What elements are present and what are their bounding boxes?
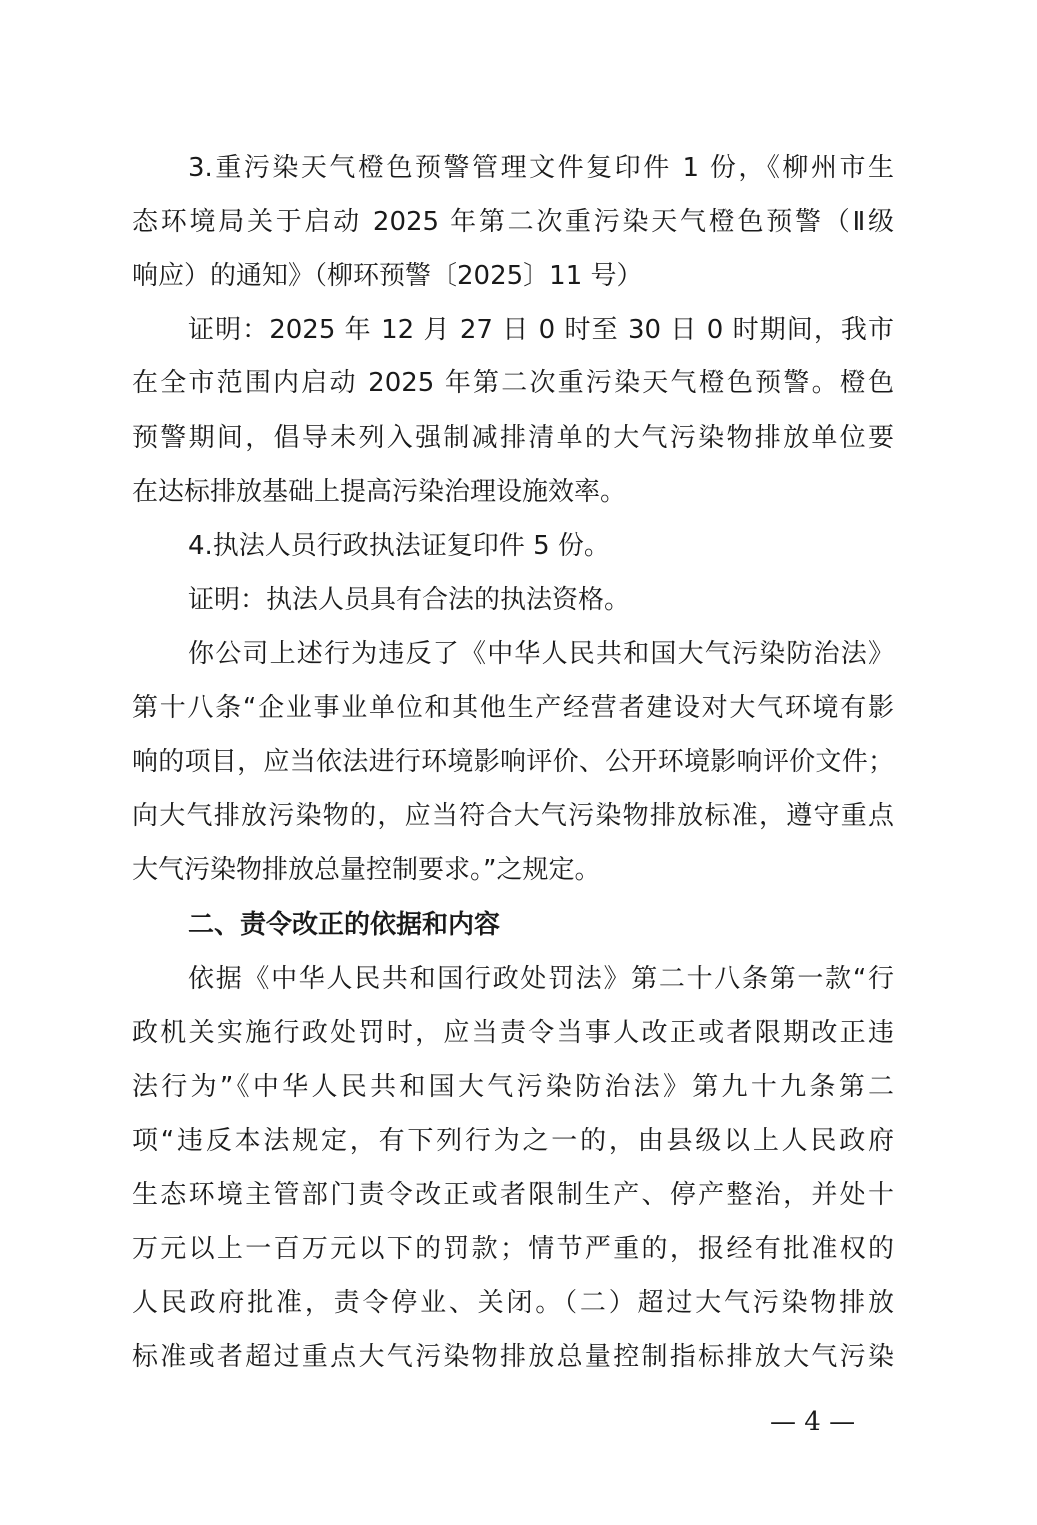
text-line: 响的项目，应当依法进行环境影响评价、公开环境影响评价文件； bbox=[132, 747, 894, 777]
text-line: 人民政府批准，责令停业、关闭。（二）超过大气污染物排放 bbox=[132, 1288, 894, 1318]
text-line: 在达标排放基础上提高污染治理设施效率。 bbox=[132, 477, 627, 507]
text-line: 向大气排放污染物的，应当符合大气污染物排放标准，遵守重点 bbox=[132, 801, 894, 831]
text-line: 证明：2025 年 12 月 27 日 0 时至 30 日 0 时期间，我市 bbox=[188, 315, 894, 345]
text-line: 态环境局关于启动 2025 年第二次重污染天气橙色预警（Ⅱ级 bbox=[132, 207, 894, 237]
text-line: 万元以上一百万元以下的罚款；情节严重的，报经有批准权的 bbox=[132, 1234, 894, 1264]
page-number: — 4 — bbox=[770, 1407, 856, 1437]
text-line: 项“违反本法规定，有下列行为之一的，由县级以上人民政府 bbox=[132, 1126, 894, 1156]
text-line: 第十八条“企业事业单位和其他生产经营者建设对大气环境有影 bbox=[132, 693, 894, 723]
text-line: 预警期间，倡导未列入强制减排清单的大气污染物排放单位要 bbox=[132, 423, 894, 453]
text-line: 法行为”《中华人民共和国大气污染防治法》第九十九条第二 bbox=[132, 1072, 894, 1102]
text-line: 响应）的通知》（柳环预警〔2025〕11 号） bbox=[132, 261, 643, 291]
text-line: 你公司上述行为违反了《中华人民共和国大气污染防治法》 bbox=[188, 639, 894, 669]
text-line: 4.执法人员行政执法证复印件 5 份。 bbox=[188, 531, 610, 561]
text-line: 大气污染物排放总量控制要求。”之规定。 bbox=[132, 855, 601, 885]
section-heading: 二、责令改正的依据和内容 bbox=[188, 910, 501, 940]
text-line: 证明：执法人员具有合法的执法资格。 bbox=[188, 585, 631, 615]
text-line: 3.重污染天气橙色预警管理文件复印件 1 份，《柳州市生 bbox=[188, 153, 894, 183]
text-line: 政机关实施行政处罚时，应当责令当事人改正或者限期改正违 bbox=[132, 1018, 894, 1048]
text-line: 生态环境主管部门责令改正或者限制生产、停产整治，并处十 bbox=[132, 1180, 894, 1210]
text-line: 依据《中华人民共和国行政处罚法》第二十八条第一款“行 bbox=[188, 964, 894, 994]
text-line: 在全市范围内启动 2025 年第二次重污染天气橙色预警。橙色 bbox=[132, 368, 894, 398]
text-line: 标准或者超过重点大气污染物排放总量控制指标排放大气污染 bbox=[132, 1342, 894, 1372]
